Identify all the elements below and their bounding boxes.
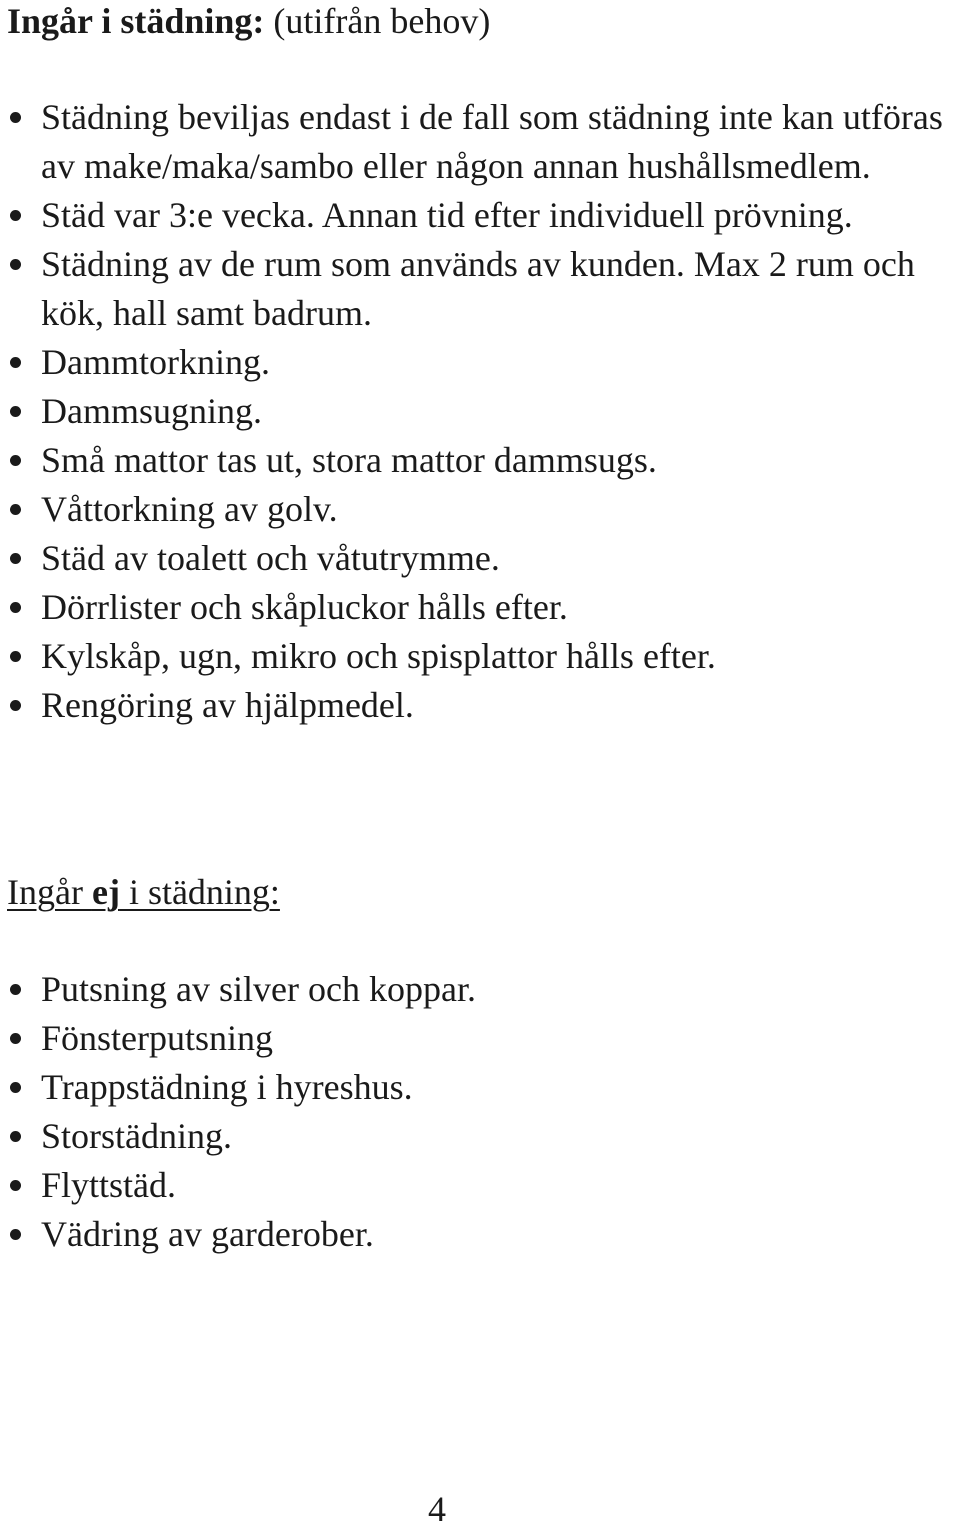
list-item-text: Vädring av garderober. xyxy=(41,1214,374,1254)
list-item-text: Dammtorkning. xyxy=(41,342,270,382)
list-item xyxy=(0,93,960,191)
list-item xyxy=(0,191,960,240)
bullet-icon xyxy=(10,210,21,221)
bullet-icon xyxy=(10,357,21,368)
bullet-icon xyxy=(10,455,21,466)
list-item xyxy=(0,338,960,387)
list-item-text: Rengöring av hjälpmedel. xyxy=(41,685,414,725)
list-item-text: Dammsugning. xyxy=(41,391,262,431)
list-item-text: Flyttstäd. xyxy=(41,1165,177,1205)
bullet-icon xyxy=(10,1229,21,1240)
list-item-text: Städning av de rum som används av kunden. Max 2 rum och kök, hall samt badrum. xyxy=(41,244,915,333)
list-item xyxy=(0,387,960,436)
list-item xyxy=(0,436,960,485)
list-item-text: Fönsterputsning xyxy=(41,1018,274,1058)
bullet-icon xyxy=(10,504,21,515)
bullet-icon xyxy=(10,1033,21,1044)
bullet-icon xyxy=(10,1082,21,1093)
list-item xyxy=(0,1112,960,1161)
list-item-text: Trappstädning i hyreshus. xyxy=(41,1067,413,1107)
list-item-text: Dörrlister och skåpluckor hålls efter. xyxy=(41,587,568,627)
list-item xyxy=(0,681,960,730)
list-item xyxy=(0,632,960,681)
included-heading-note: (utifrån behov) xyxy=(264,1,491,41)
list-item-text: Städ av toalett och våtutrymme. xyxy=(41,538,500,578)
list-item xyxy=(0,240,960,338)
excluded-heading-pre: Ingår xyxy=(7,872,92,912)
list-item xyxy=(0,1063,960,1112)
included-heading-bold: Ingår i städning: xyxy=(7,1,265,41)
list-item xyxy=(0,965,960,1014)
bullet-icon xyxy=(10,259,21,270)
excluded-heading xyxy=(7,868,280,917)
bullet-icon xyxy=(10,406,21,417)
bullet-icon xyxy=(10,1131,21,1142)
excluded-heading-post: i städning: xyxy=(119,872,280,912)
excluded-list xyxy=(0,965,960,1259)
bullet-icon xyxy=(10,602,21,613)
list-item-text: Städning beviljas endast i de fall som städning inte kan utföras av make/maka/sambo eller någon annan hushållsmedlem. xyxy=(41,97,943,186)
bullet-icon xyxy=(10,700,21,711)
list-item-text: Storstädning. xyxy=(41,1116,233,1156)
page-number: 4 xyxy=(428,1489,446,1529)
bullet-icon xyxy=(10,651,21,662)
list-item-text: Putsning av silver och koppar. xyxy=(41,969,476,1009)
bullet-icon xyxy=(10,1180,21,1191)
list-item xyxy=(0,1014,960,1063)
list-item xyxy=(0,534,960,583)
list-item-text: Våttorkning av golv. xyxy=(41,489,338,529)
list-item xyxy=(0,485,960,534)
bullet-icon xyxy=(10,984,21,995)
bullet-icon xyxy=(10,553,21,564)
list-item xyxy=(0,1161,960,1210)
list-item-text: Kylskåp, ugn, mikro och spisplattor hålls efter. xyxy=(41,636,716,676)
list-item xyxy=(0,583,960,632)
included-heading xyxy=(7,0,490,46)
list-item-text: Små mattor tas ut, stora mattor dammsugs. xyxy=(41,440,657,480)
list-item-text: Städ var 3:e vecka. Annan tid efter individuell prövning. xyxy=(41,195,853,235)
bullet-icon xyxy=(10,112,21,123)
list-item xyxy=(0,1210,960,1259)
included-list xyxy=(0,93,960,730)
excluded-heading-emphasis: ej xyxy=(91,872,120,912)
